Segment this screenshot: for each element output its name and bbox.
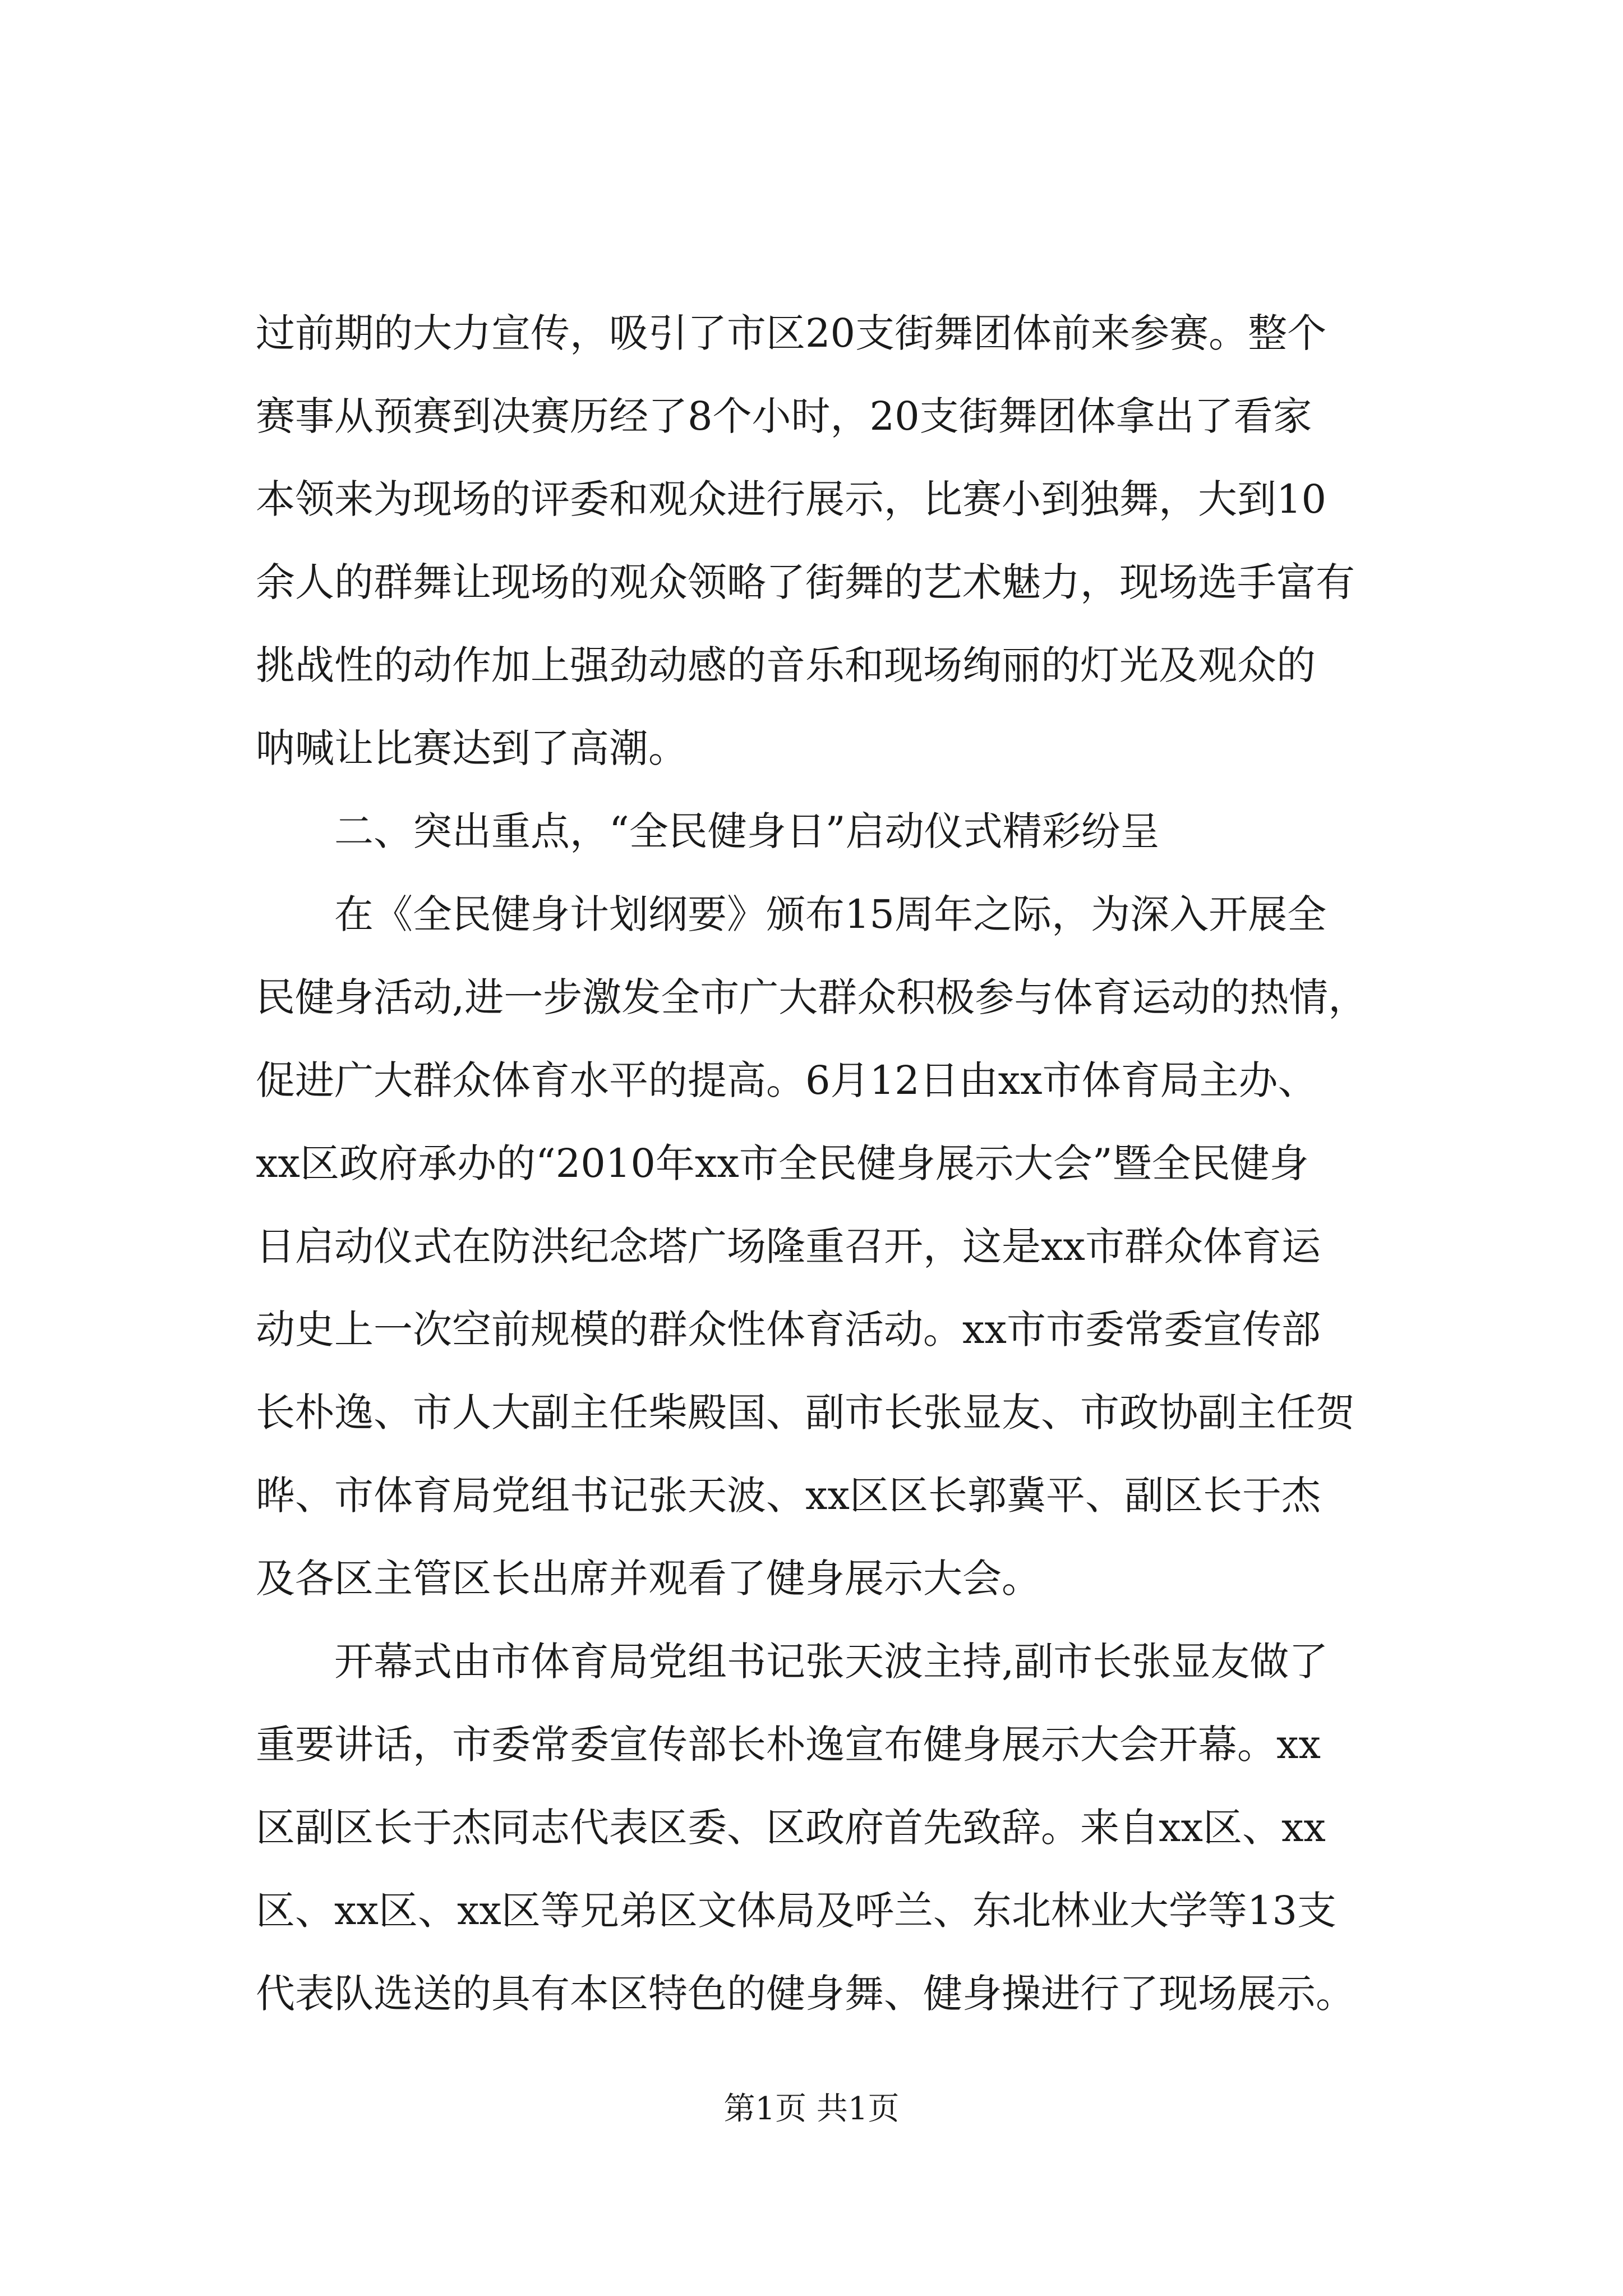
paragraph-first-line: 在《全民健身计划纲要》颁布15周年之际，为深入开展全	[334, 891, 1327, 937]
text-line: 过前期的大力宣传，吸引了市区20支街舞团体前来参赛。整个	[256, 310, 1327, 356]
text-line: 日启动仪式在防洪纪念塔广场隆重召开，这是xx市群众体育运	[256, 1223, 1321, 1269]
text-line: 赛事从预赛到决赛历经了8个小时，20支街舞团体拿出了看家	[256, 393, 1312, 439]
section-heading: 二、突出重点，“全民健身日”启动仪式精彩纷呈	[334, 808, 1160, 854]
text-line: 本领来为现场的评委和观众进行展示，比赛小到独舞，大到10	[256, 476, 1327, 522]
text-line: 动史上一次空前规模的群众性体育活动。xx市市委常委宣传部	[256, 1306, 1321, 1352]
document-body	[256, 292, 1422, 2035]
text-line: 长朴逸、市人大副主任柴殿国、副市长张显友、市政协副主任贺	[256, 1389, 1355, 1435]
text-line: 晔、市体育局党组书记张天波、xx区区长郭冀平、副区长于杰	[256, 1473, 1321, 1519]
text-line: 区、xx区、xx区等兄弟区文体局及呼兰、东北林业大学等13支	[256, 1888, 1336, 1934]
text-line: 重要讲话，市委常委宣传部长朴逸宣布健身展示大会开幕。xx	[256, 1722, 1321, 1768]
text-line: 民健身活动,进一步激发全市广大群众积极参与体育运动的热情，	[256, 974, 1368, 1020]
text-line: 区副区长于杰同志代表区委、区政府首先致辞。来自xx区、xx	[256, 1805, 1326, 1851]
text-line: 代表队选送的具有本区特色的健身舞、健身操进行了现场展示。	[256, 1971, 1355, 2017]
text-line: 呐喊让比赛达到了高潮。	[256, 725, 688, 771]
page-number-label: 第1页 共1页	[723, 2091, 900, 2127]
text-line: 挑战性的动作加上强劲动感的音乐和现场绚丽的灯光及观众的	[256, 642, 1316, 688]
text-line: 余人的群舞让现场的观众领略了街舞的艺术魅力，现场选手富有	[256, 559, 1355, 605]
page-footer	[0, 2087, 1623, 2132]
text-line: 及各区主管区长出席并观看了健身展示大会。	[256, 1556, 1041, 1602]
paragraph-first-line: 开幕式由市体育局党组书记张天波主持,副市长张显友做了	[334, 1639, 1329, 1685]
text-line: xx区政府承办的“2010年xx市全民健身展示大会”暨全民健身	[256, 1140, 1309, 1186]
text-line: 促进广大群众体育水平的提高。6月12日由xx市体育局主办、	[256, 1057, 1317, 1103]
